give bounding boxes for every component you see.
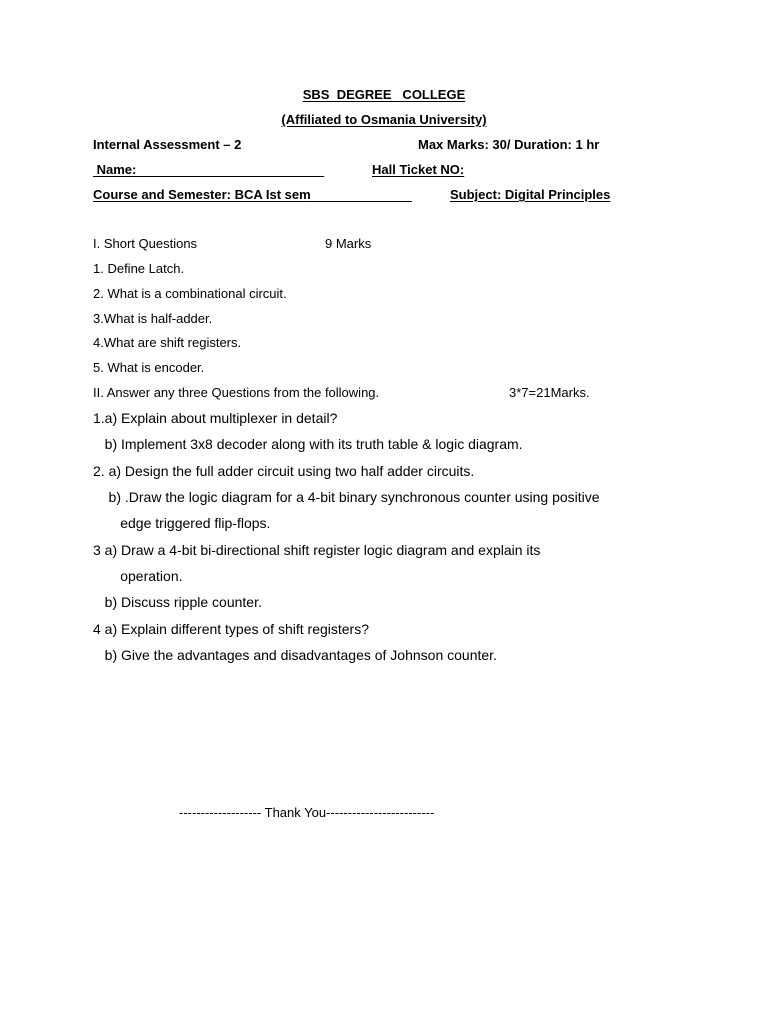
section2-marks: 3*7=21Marks. (509, 385, 590, 400)
long-question-line: b) Implement 3x8 decoder along with its truth table & logic diagram. (93, 436, 523, 452)
college-name: SBS DEGREE COLLEGE (302, 87, 466, 102)
section1-marks: 9 Marks (325, 236, 372, 251)
long-question-line: 3 a) Draw a 4-bit bi-directional shift register logic diagram and explain its (93, 542, 541, 558)
affiliation: (Affiliated to Osmania University) (281, 112, 487, 127)
subject-label: Subject: Digital Principles (450, 187, 611, 202)
short-question: 2. What is a combinational circuit. (93, 286, 287, 301)
long-question-line: edge triggered flip-flops. (93, 515, 271, 531)
long-question-line: b) Give the advantages and disadvantages of Johnson counter. (93, 647, 497, 663)
long-question-line: 4 a) Explain different types of shift registers? (93, 621, 369, 637)
section1-title: I. Short Questions (93, 236, 198, 251)
marks-duration: Max Marks: 30/ Duration: 1 hr (418, 137, 600, 152)
section2-title: II. Answer any three Questions from the following. (93, 385, 380, 400)
hall-ticket-label: Hall Ticket NO: (372, 162, 465, 177)
course-blank (311, 187, 412, 202)
thank-you-footer: ------------------- Thank You------------------------- (179, 805, 435, 820)
short-question: 5. What is encoder. (93, 360, 205, 375)
long-question-line: b) .Draw the logic diagram for a 4-bit binary synchronous counter using positive (93, 489, 600, 505)
course-label: Course and Semester: BCA Ist sem (93, 187, 311, 202)
long-question-line: b) Discuss ripple counter. (93, 594, 262, 610)
long-question-line: 2. a) Design the full adder circuit using two half adder circuits. (93, 463, 475, 479)
assessment-title: Internal Assessment – 2 (93, 137, 242, 152)
short-question: 3.What is half-adder. (93, 311, 213, 326)
short-question: 1. Define Latch. (93, 261, 185, 276)
name-blank (140, 162, 324, 177)
course-row (93, 188, 412, 201)
short-question: 4.What are shift registers. (93, 335, 242, 350)
long-question-line: operation. (93, 568, 183, 584)
name-row (93, 163, 324, 176)
long-question-line: 1.a) Explain about multiplexer in detail? (93, 410, 338, 426)
name-label: Name: (93, 162, 140, 177)
